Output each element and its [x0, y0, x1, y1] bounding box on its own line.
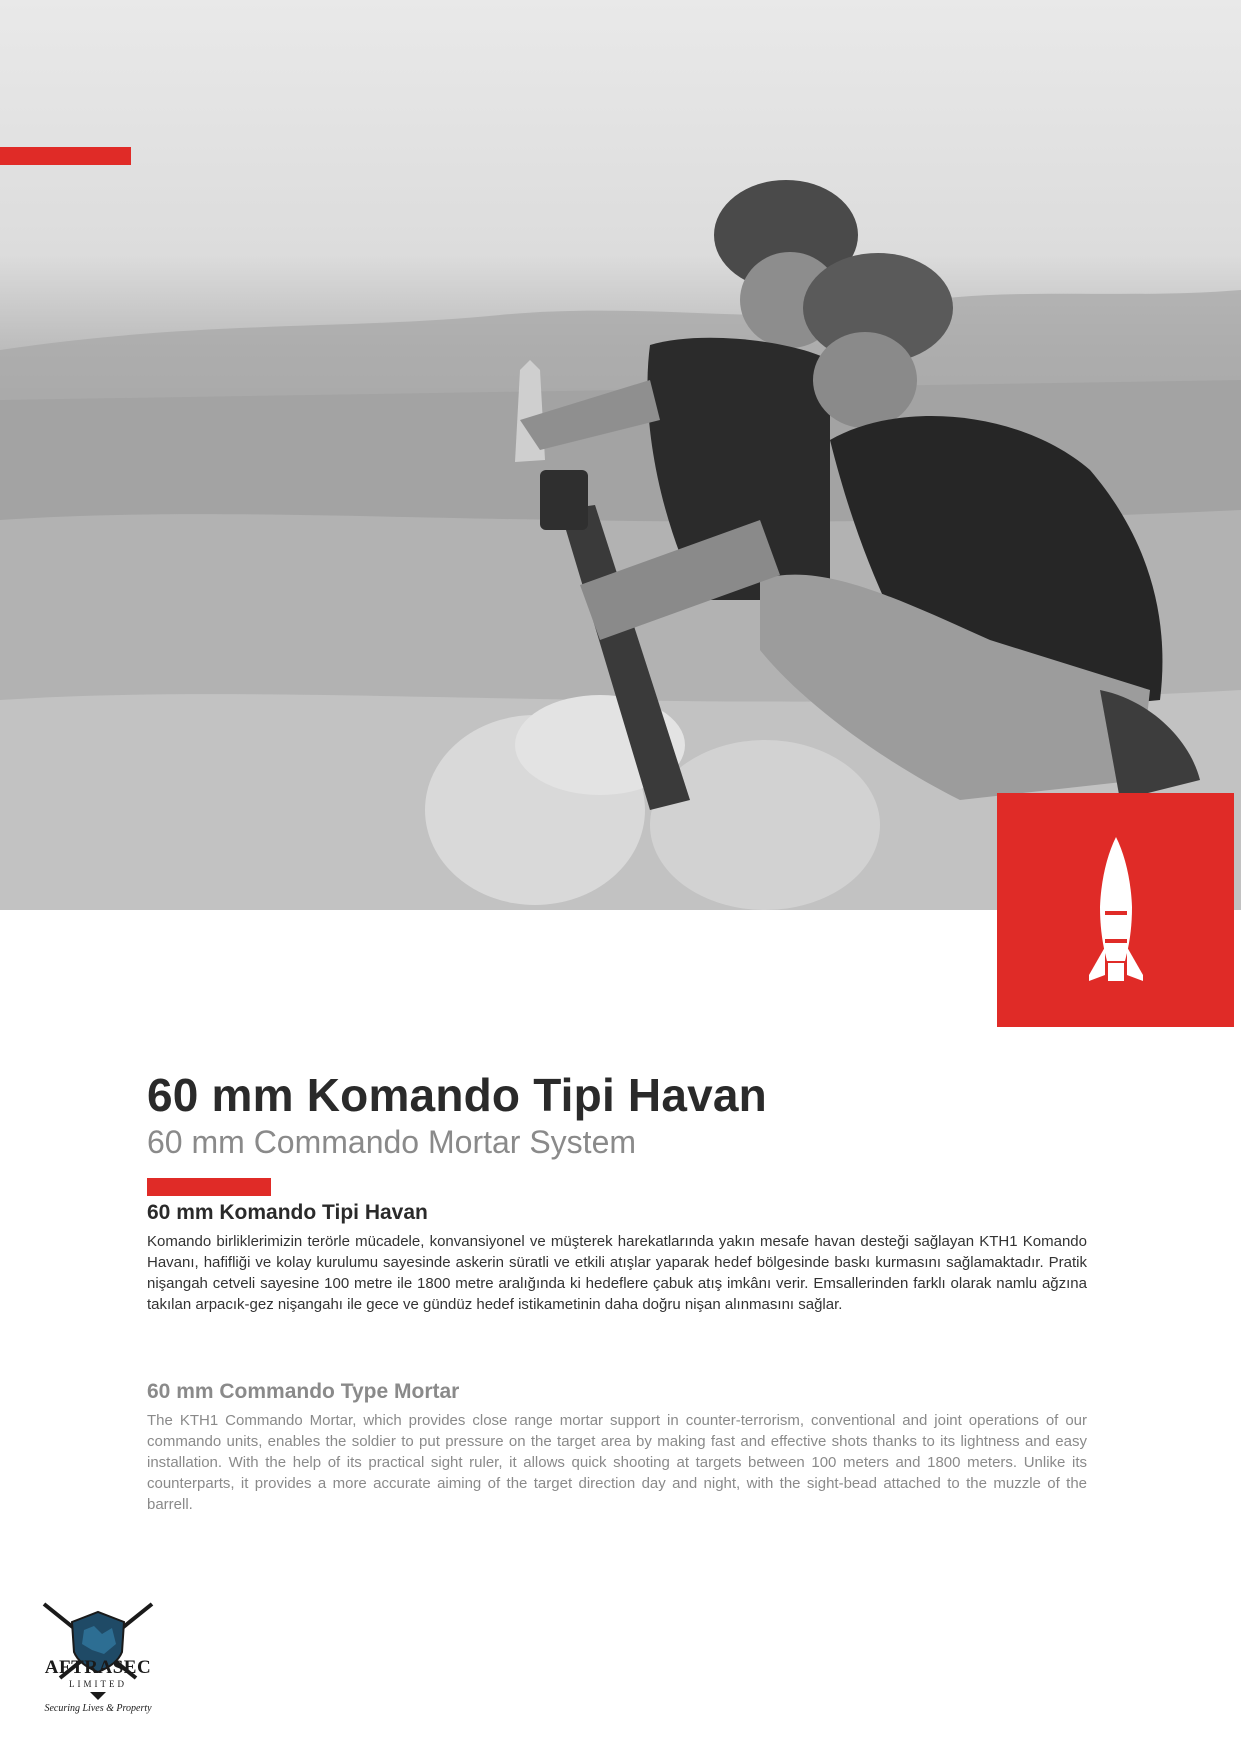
section-turkish — [147, 1201, 1087, 1315]
company-logo — [38, 1600, 158, 1720]
section-turkish-body: Komando birliklerimizin terörle mücadele, konvansiyonel ve müşterek harekatlarında yakın mesafe havan desteği sağlayan KTH1 Komando Havanı, hafifliği ve kolay kurulumu sayesinde askerin süratli ve etkili atışlar yaparak hedef bölgesinde baskı kurmasını sağlamaktadır. Pratik nişangah cetveli sayesine 100 metre ile 1800 metre aralığında ki hedeflere çabuk atış imkânı verir. Emsallerinden farklı olarak namlu ağzına takılan arpacık-gez nişangahı ile gece ve gündüz hedef istikametinin daha doğru nişan alınmasını sağlar. — [147, 1233, 1087, 1313]
accent-bar-mid — [147, 1178, 271, 1196]
logo-tagline: Securing Lives & Property — [44, 1703, 152, 1714]
product-icon-tile — [997, 793, 1234, 1027]
section-turkish-heading: 60 mm Komando Tipi Havan — [147, 1201, 428, 1224]
logo-name: AFTRASEC — [44, 1657, 152, 1678]
accent-bar-top — [0, 147, 131, 165]
logo-sub: LIMITED — [69, 1679, 127, 1689]
section-english-body: The KTH1 Commando Mortar, which provides close range mortar support in counter-terrorism, conventional and joint operations of our commando units, enables the soldier to put pressure on the target area by making fast and effective shots thanks to its lightness and easy installation. With the help of its practical sight ruler, it allows quick shooting at targets between 100 meters and 1800 meters. Unlike its counterparts, it provides a more accurate aiming of the target direction day and night, with the sight-bead attached to the muzzle of the barrell. — [147, 1412, 1087, 1513]
page-subtitle: 60 mm Commando Mortar System — [147, 1124, 637, 1160]
page-title: 60 mm Komando Tipi Havan — [147, 1069, 767, 1121]
section-english-heading: 60 mm Commando Type Mortar — [147, 1380, 460, 1403]
section-english — [147, 1380, 1087, 1515]
mortar-round-icon — [1081, 835, 1151, 985]
